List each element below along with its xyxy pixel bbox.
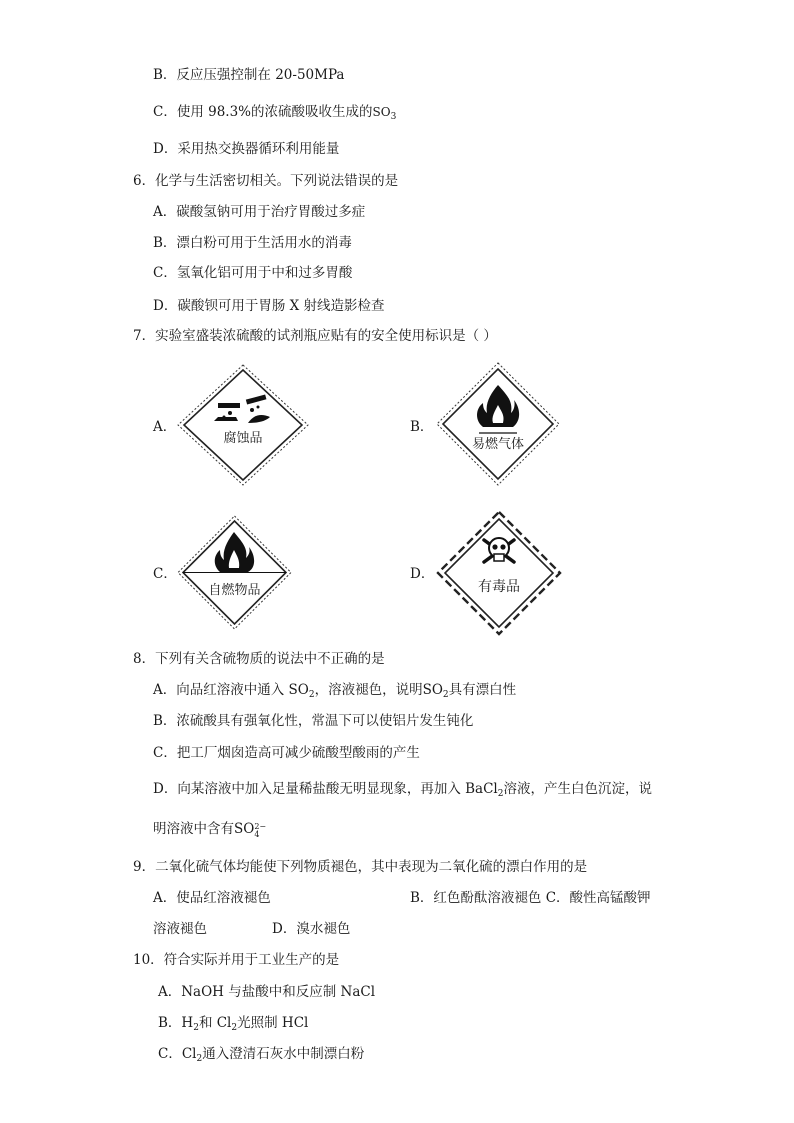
q7-option-a-letter: A．	[153, 419, 177, 435]
q5-option-c: C．使用 98.3%的浓硫酸吸收生成的$SO_3$	[153, 104, 397, 122]
q7-option-b-sign	[437, 363, 559, 485]
q6-option-a: A．碳酸氢钠可用于治疗胃酸过多症	[153, 204, 366, 220]
q7-option-a-label: 腐蚀品	[223, 431, 263, 446]
q7-stem: 7．实验室盛装浓硫酸的试剂瓶应贴有的安全使用标识是（ ）	[133, 328, 497, 344]
q6-option-c: C．氢氧化铝可用于中和过多胃酸	[153, 265, 353, 281]
q9-option-d: D．溴水褪色	[272, 921, 351, 937]
q10-option-c: C．$Cl_2$通入澄清石灰水中制漂白粉	[158, 1046, 365, 1064]
q8-option-d-continued: 明溶液中含有SO2− 4	[153, 821, 267, 839]
q7-option-b-letter: B．	[410, 419, 434, 435]
q7-option-d-letter: D．	[410, 566, 435, 582]
q8-option-a: A．向品红溶液中通入 $SO_2$，溶液褪色，说明$SO_2$具有漂白性	[153, 682, 517, 700]
q9-option-c-continued: 溶液褪色	[153, 921, 207, 937]
q8-option-c: C．把工厂烟囱造高可减少硫酸型酸雨的产生	[153, 745, 420, 761]
q10-option-a: A．NaOH 与盐酸中和反应制 NaCl	[158, 984, 376, 1000]
q7-option-d-label: 有毒品	[478, 579, 520, 595]
q7-option-d-sign	[438, 512, 560, 634]
skull-crossbones-icon	[484, 538, 514, 562]
q6-option-d: D．碳酸钡可用于胃肠 X 射线造影检查	[153, 298, 385, 314]
q7-option-a-sign	[178, 365, 308, 485]
q8-option-d: D．向某溶液中加入足量稀盐酸无明显现象，再加入 BaCl$_2$溶液，产生白色沉淀，说	[153, 781, 652, 799]
q7-option-c-letter: C．	[153, 566, 177, 582]
q7-option-b-label: 易燃气体	[471, 437, 524, 452]
q9-option-a: A．使品红溶液褪色	[153, 890, 271, 906]
q10-stem: 10．符合实际并用于工业生产的是	[133, 952, 340, 968]
q6-stem: 6．化学与生活密切相关。下列说法错误的是	[133, 173, 399, 189]
q8-option-b: B．浓硫酸具有强氧化性，常温下可以使铝片发生钝化	[153, 713, 474, 729]
q5-option-b: B．反应压强控制在 20-50MPa	[153, 67, 345, 83]
q7-option-c-label: 自燃物品	[208, 583, 261, 598]
q9-option-b-c: B．红色酚酞溶液褪色 C．酸性高锰酸钾	[410, 890, 651, 906]
q9-stem: 9．二氧化硫气体均能使下列物质褪色，其中表现为二氧化硫的漂白作用的是	[133, 859, 588, 875]
q5-option-d: D．采用热交换器循环利用能量	[153, 141, 340, 157]
q10-option-b: B．$H_2$和 $Cl_2$光照制 HCl	[158, 1015, 309, 1033]
q8-stem: 8．下列有关含硫物质的说法中不正确的是	[133, 651, 385, 667]
q7-option-c-sign	[178, 516, 291, 629]
q6-option-b: B．漂白粉可用于生活用水的消毒	[153, 235, 352, 251]
